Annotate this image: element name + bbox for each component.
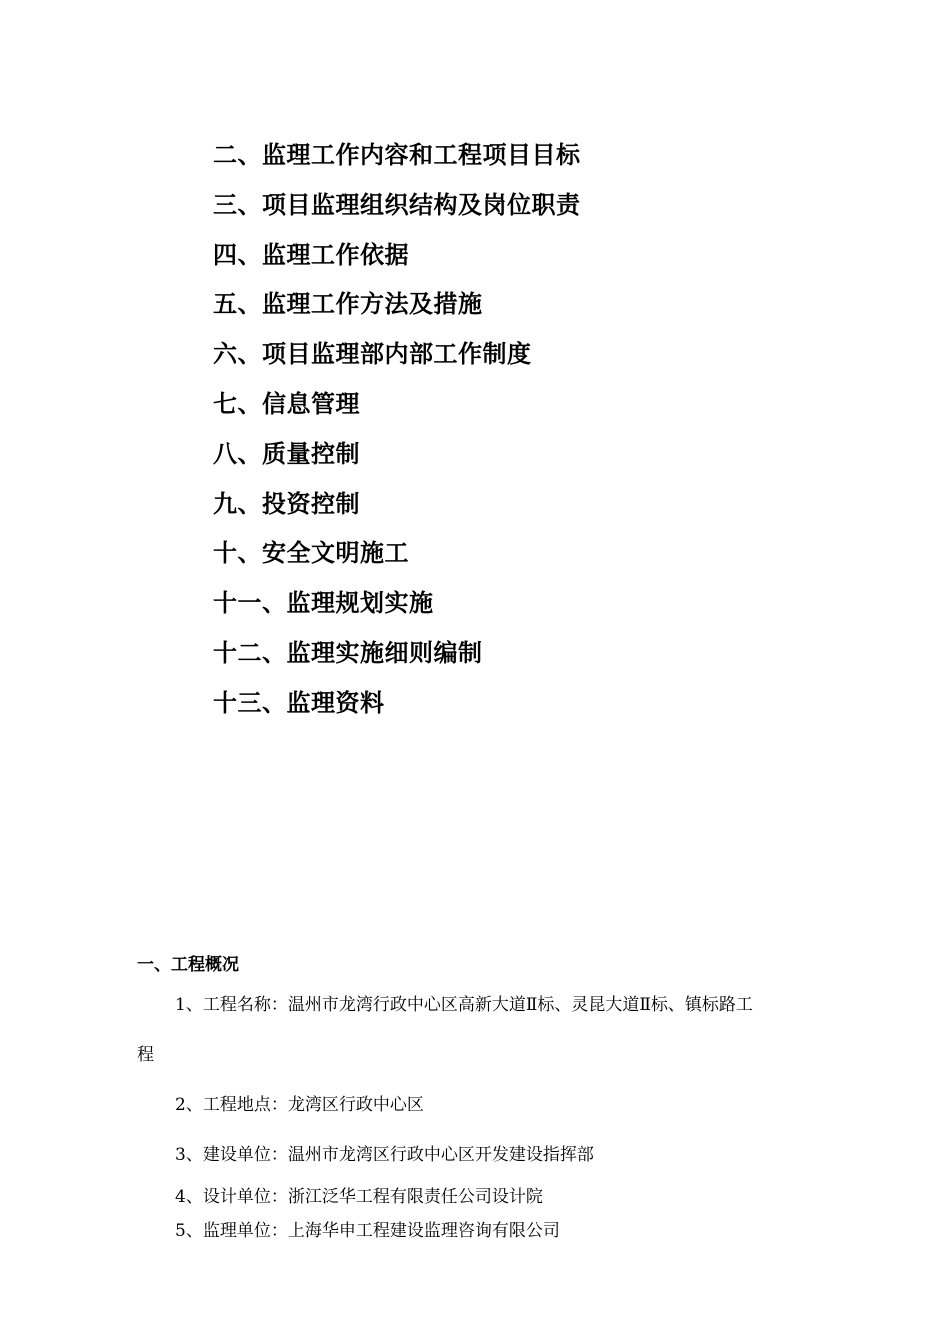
toc-item: 九、投资控制 <box>213 489 360 518</box>
toc-item: 五、监理工作方法及措施 <box>213 290 483 319</box>
table-of-contents <box>213 136 581 734</box>
toc-item: 十二、监理实施细则编制 <box>213 638 483 667</box>
toc-item: 二、监理工作内容和工程项目目标 <box>213 141 581 169</box>
toc-item: 八、质量控制 <box>213 439 360 468</box>
section-heading-overview: 一、工程概况 <box>137 955 239 975</box>
project-name-line-continued: 程 <box>137 1045 154 1065</box>
supervisor-line: 5、监理单位：上海华申工程建设监理咨询有限公司 <box>175 1221 560 1241</box>
toc-item: 四、监理工作依据 <box>213 240 409 269</box>
toc-item: 六、项目监理部内部工作制度 <box>213 340 532 369</box>
project-name-line: 1、工程名称：温州市龙湾行政中心区高新大道Ⅱ标、灵昆大道Ⅱ标、镇标路工 <box>175 995 753 1015</box>
toc-item: 三、项目监理组织结构及岗位职责 <box>213 190 581 219</box>
toc-item: 十三、监理资料 <box>213 688 385 717</box>
project-location-line: 2、工程地点：龙湾区行政中心区 <box>175 1095 424 1115</box>
toc-item: 七、信息管理 <box>213 389 360 418</box>
builder-line: 3、建设单位：温州市龙湾区行政中心区开发建设指挥部 <box>175 1145 594 1165</box>
toc-item: 十一、监理规划实施 <box>213 589 434 618</box>
toc-item: 十、安全文明施工 <box>213 539 409 568</box>
designer-line: 4、设计单位：浙江泛华工程有限责任公司设计院 <box>175 1187 543 1207</box>
